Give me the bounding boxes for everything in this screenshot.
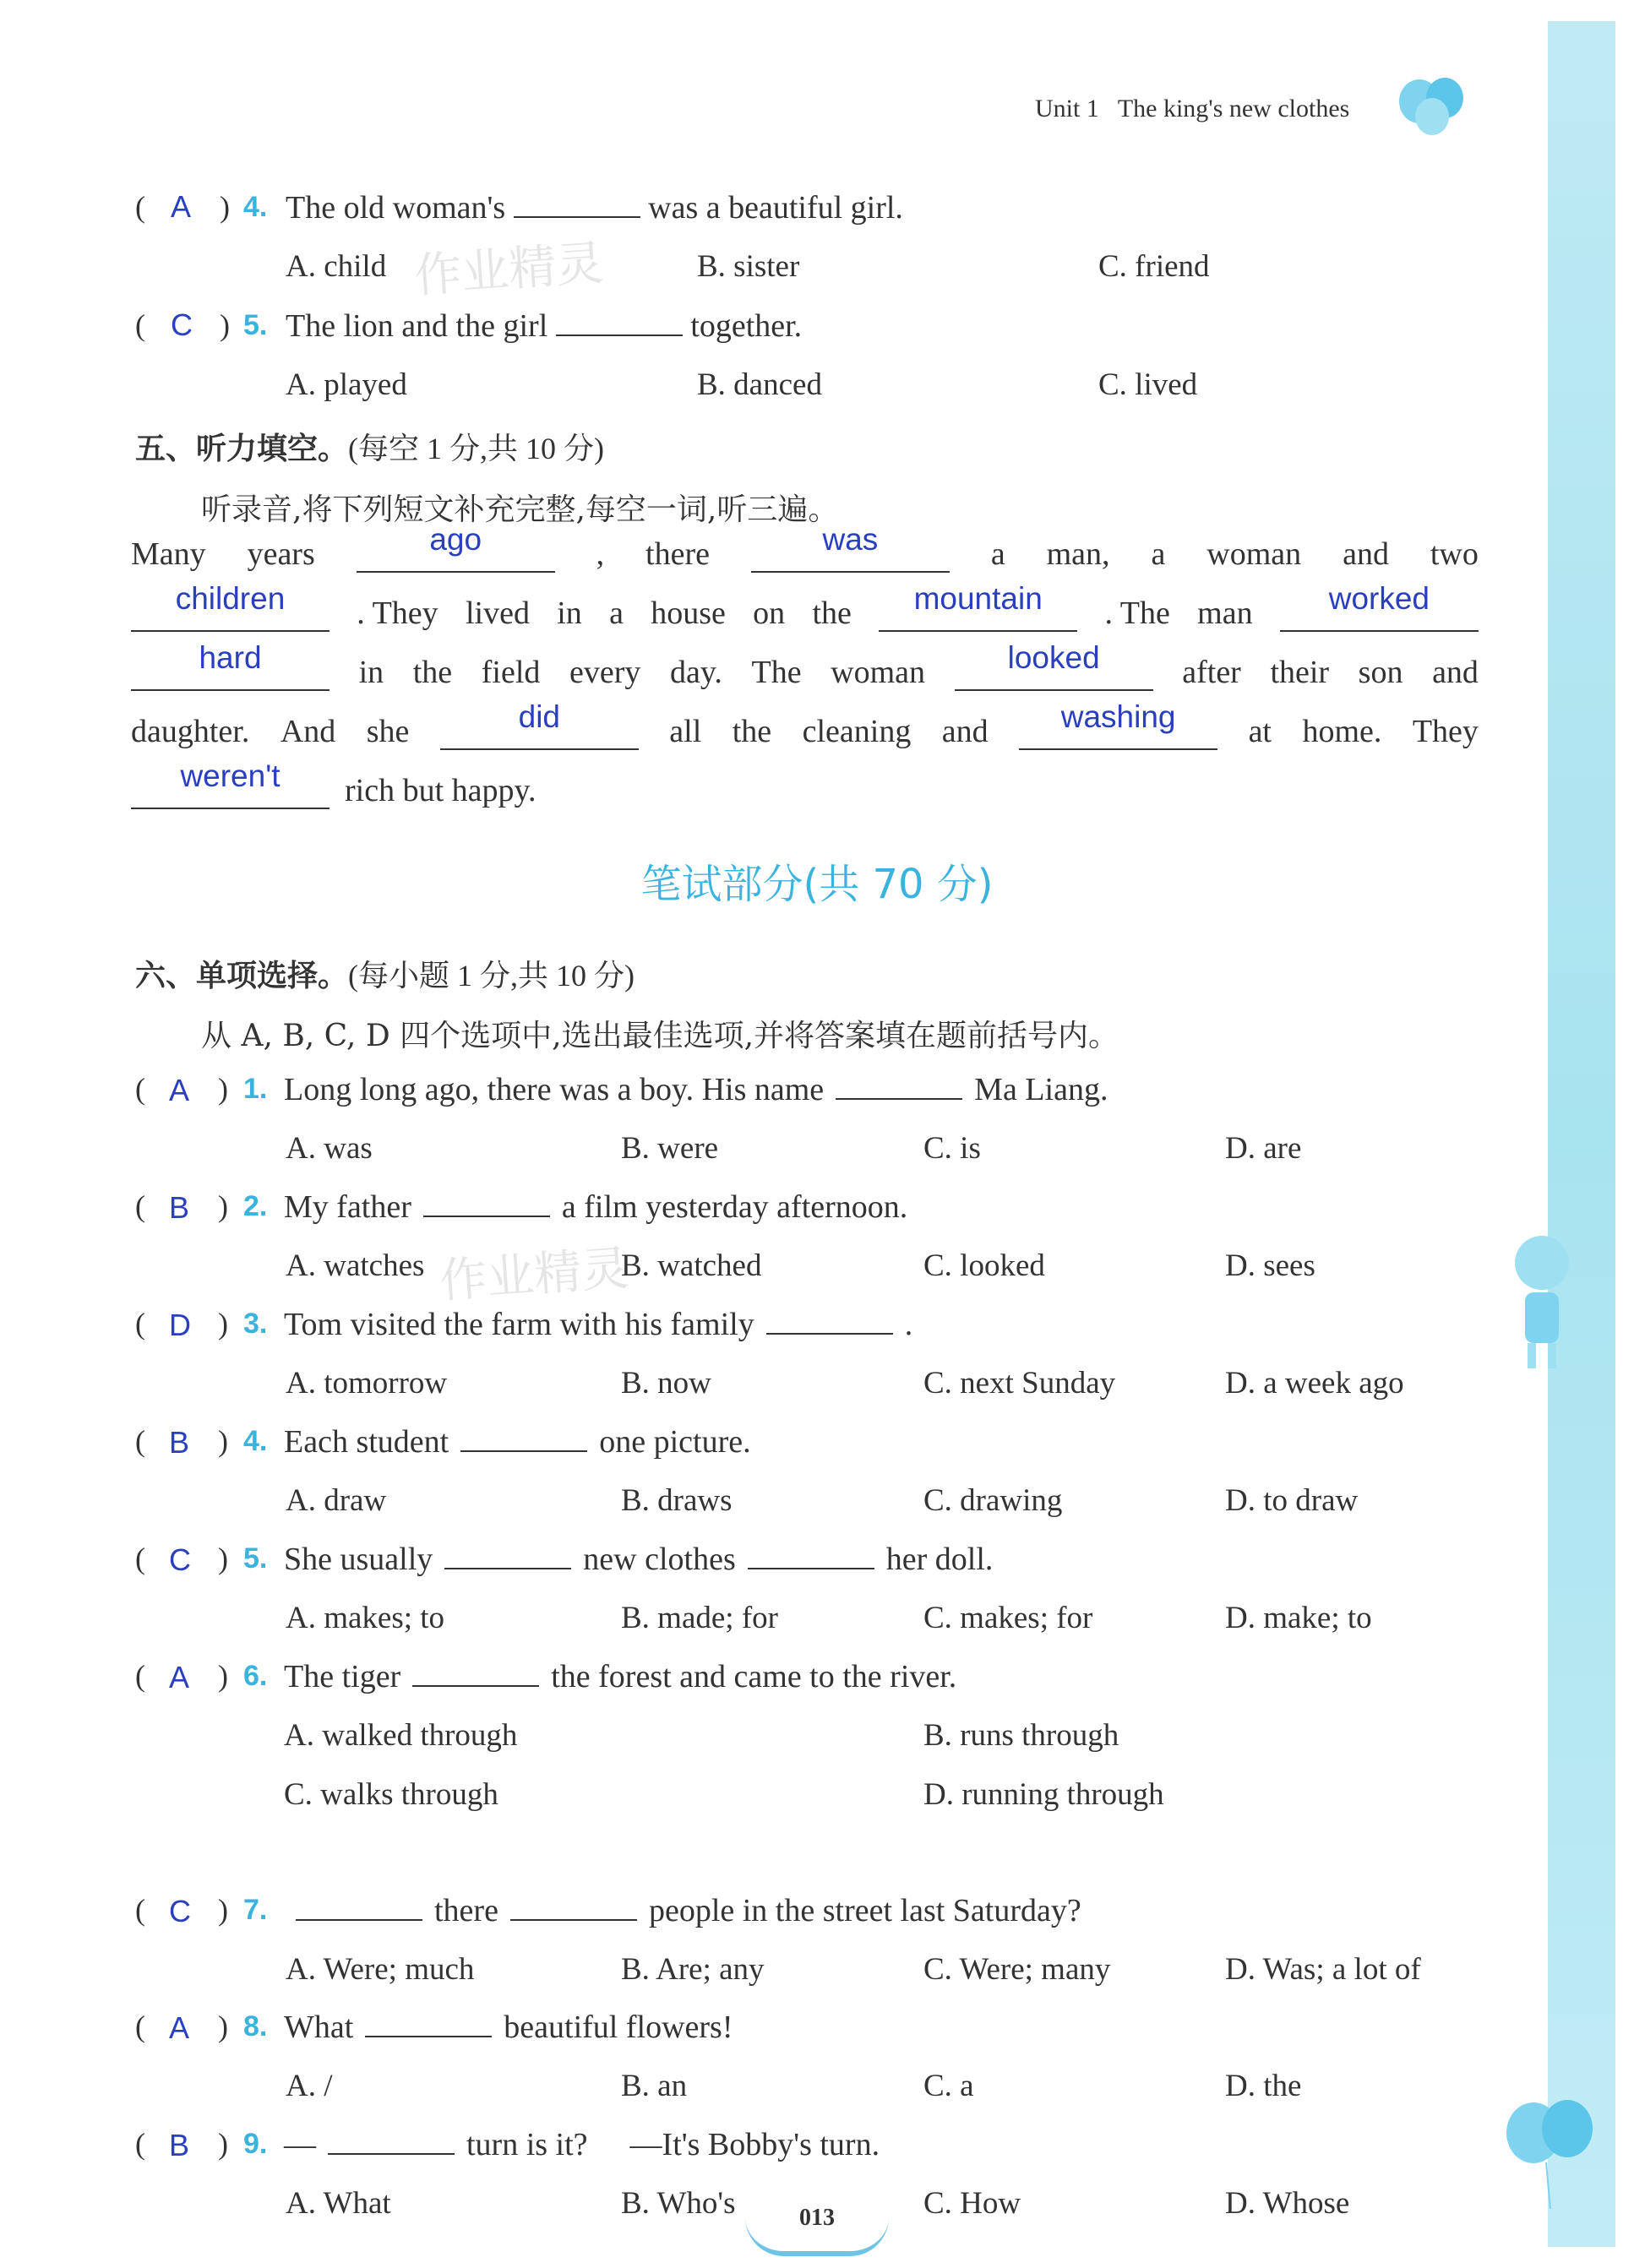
question-number: 5. bbox=[243, 1542, 268, 1575]
question-text-after: the forest and came to the river. bbox=[551, 1659, 957, 1694]
option-c: C. makes; for bbox=[923, 1601, 1093, 1635]
question-text: The old woman's bbox=[286, 190, 506, 226]
option-b: B. Are; any bbox=[621, 1952, 765, 1987]
fill-blank: mountain bbox=[879, 591, 1077, 632]
question-number: 1. bbox=[243, 1073, 268, 1105]
watermark: 作业精灵 bbox=[438, 1241, 631, 1309]
girl-illustration-icon bbox=[1504, 1225, 1580, 1377]
question-text-after: one picture. bbox=[599, 1424, 751, 1460]
option-c: C. looked bbox=[923, 1248, 1045, 1283]
fill-blank: looked bbox=[955, 650, 1153, 691]
question-number: 9. bbox=[243, 2128, 268, 2160]
option-d: D. are bbox=[1225, 1131, 1302, 1166]
header-title: The king's new clothes bbox=[1117, 95, 1350, 122]
question-text: The lion and the girl bbox=[286, 308, 548, 344]
option-d: D. a week ago bbox=[1225, 1366, 1404, 1401]
section6-instruction: 从 A, B, C, D 四个选项中,选出最佳选项,并将答案填在题前括号内。 bbox=[201, 1019, 1119, 1053]
part-title: 笔试部分(共 70 分) bbox=[640, 861, 994, 908]
answer-blank bbox=[296, 1918, 422, 1921]
section5-heading: 五、听力填空。(每空 1 分,共 10 分) bbox=[135, 432, 604, 466]
option-d: D. Was; a lot of bbox=[1225, 1952, 1421, 1987]
answer-mark: B bbox=[169, 2128, 190, 2162]
option-d: D. the bbox=[1225, 2069, 1302, 2103]
option-c: C. next Sunday bbox=[923, 1366, 1116, 1401]
option-c: C. walks through bbox=[284, 1777, 498, 1812]
answer-mark: A bbox=[169, 2010, 190, 2045]
page-header bbox=[1035, 95, 1349, 123]
option-c: C. lived bbox=[1098, 367, 1198, 402]
fill-blank: did bbox=[440, 710, 639, 750]
question-number: 3. bbox=[243, 1308, 268, 1340]
question-text-after: together. bbox=[690, 308, 803, 344]
option-b: B. an bbox=[621, 2069, 688, 2103]
question-text-after: her doll. bbox=[885, 1542, 994, 1577]
option-b: B. watched bbox=[621, 1248, 762, 1283]
option-b: B. draws bbox=[621, 1483, 733, 1518]
question-text: She usually bbox=[284, 1542, 433, 1577]
question-number: 8. bbox=[243, 2010, 268, 2042]
option-a: A. What bbox=[286, 2186, 391, 2221]
passage-line-5: weren't rich but happy. bbox=[131, 769, 1479, 809]
page-number: 013 bbox=[799, 2205, 835, 2231]
answer-blank bbox=[444, 1567, 571, 1569]
passage-line-3: hard in the field every day. The woman looked after their son and bbox=[131, 650, 1479, 691]
answer-blank bbox=[365, 2035, 492, 2037]
question-text-mid: there bbox=[434, 1893, 498, 1928]
section6-heading: 六、单项选择。(每小题 1 分,共 10 分) bbox=[135, 959, 635, 993]
option-d: D. sees bbox=[1225, 1248, 1315, 1283]
option-a: A. tomorrow bbox=[286, 1366, 448, 1401]
question-text: — bbox=[284, 2127, 316, 2162]
option-a: A. watches bbox=[286, 1248, 425, 1283]
option-b: B. were bbox=[621, 1131, 719, 1166]
answer-blank bbox=[423, 1215, 550, 1217]
fill-blank: children bbox=[131, 591, 330, 632]
passage-line-1: Many years ago , there was a man, a woman and two bbox=[131, 522, 1479, 572]
answer-blank bbox=[510, 1918, 637, 1921]
option-b: B. made; for bbox=[621, 1601, 778, 1635]
question-text-after: was a beautiful girl. bbox=[648, 190, 903, 226]
answer-blank bbox=[460, 1449, 587, 1452]
question-text: Long long ago, there was a boy. His name bbox=[284, 1072, 825, 1107]
option-a: A. child bbox=[286, 249, 387, 284]
question-number: 2. bbox=[243, 1190, 268, 1222]
answer-blank bbox=[412, 1684, 539, 1687]
answer-mark: A bbox=[171, 189, 192, 224]
question-text: My father bbox=[284, 1189, 411, 1225]
answer-blank bbox=[836, 1097, 962, 1100]
question-text-mid: new clothes bbox=[583, 1542, 736, 1577]
answer-blank bbox=[766, 1332, 893, 1335]
option-d: D. to draw bbox=[1225, 1483, 1359, 1518]
fill-blank: worked bbox=[1280, 591, 1479, 632]
page-number-ornament bbox=[745, 2217, 889, 2256]
option-d: D. running through bbox=[923, 1777, 1164, 1812]
fill-blank: ago bbox=[357, 532, 555, 573]
answer-mark: C bbox=[171, 307, 193, 342]
option-a: A. draw bbox=[286, 1483, 387, 1518]
option-b: B. danced bbox=[697, 367, 822, 402]
answer-mark: D bbox=[169, 1308, 191, 1342]
option-c: C. is bbox=[923, 1131, 981, 1166]
option-a: A. / bbox=[286, 2069, 333, 2103]
option-d: D. make; to bbox=[1225, 1601, 1372, 1635]
question-reply: —It's Bobby's turn. bbox=[629, 2127, 880, 2162]
question-text-after: Ma Liang. bbox=[974, 1072, 1108, 1107]
fill-blank: washing bbox=[1019, 710, 1217, 750]
answer-mark: C bbox=[169, 1542, 191, 1577]
option-b: B. runs through bbox=[923, 1718, 1119, 1753]
option-d: D. Whose bbox=[1225, 2186, 1350, 2221]
answer-blank bbox=[514, 215, 640, 218]
option-c: C. a bbox=[923, 2069, 974, 2103]
fill-blank: weren't bbox=[131, 769, 330, 809]
section5-points: (每空 1 分,共 10 分) bbox=[348, 432, 604, 465]
watermark: 作业精灵 bbox=[412, 236, 606, 304]
section6-points: (每小题 1 分,共 10 分) bbox=[348, 959, 635, 993]
question-text-after: turn is it? bbox=[466, 2127, 588, 2162]
question-number: 4. bbox=[243, 191, 268, 223]
passage-line-4: daughter. And she did all the cleaning and washing at home. They bbox=[131, 699, 1479, 749]
option-c: C. drawing bbox=[923, 1483, 1063, 1518]
answer-blank bbox=[748, 1567, 874, 1569]
question-number: 6. bbox=[243, 1660, 268, 1692]
question-text-after: . bbox=[904, 1307, 913, 1342]
balloon-icon bbox=[1386, 68, 1479, 144]
question-number: 7. bbox=[243, 1894, 268, 1926]
option-b: B. Who's bbox=[621, 2186, 736, 2221]
fill-blank: was bbox=[751, 532, 950, 573]
question-text-after: people in the street last Saturday? bbox=[648, 1893, 1081, 1928]
answer-mark: B bbox=[169, 1425, 190, 1460]
question-text: Tom visited the farm with his family bbox=[284, 1307, 754, 1342]
answer-mark: A bbox=[169, 1660, 190, 1694]
option-a: A. was bbox=[286, 1131, 373, 1166]
option-a: A. played bbox=[286, 367, 407, 402]
answer-blank bbox=[556, 334, 683, 336]
section5-instruction: 听录音,将下列短文补充完整,每空一词,听三遍。 bbox=[201, 492, 839, 527]
option-a: A. walked through bbox=[284, 1718, 518, 1753]
decorative-side-strip bbox=[1548, 21, 1615, 2247]
question-text: The tiger bbox=[284, 1659, 401, 1694]
question-text-after: a film yesterday afternoon. bbox=[561, 1189, 908, 1225]
fill-blank: hard bbox=[131, 650, 330, 691]
question-text: What bbox=[284, 2010, 354, 2045]
option-c: C. Were; many bbox=[923, 1952, 1111, 1987]
answer-blank bbox=[328, 2152, 455, 2155]
question-number: 4. bbox=[243, 1425, 268, 1457]
header-unit: Unit 1 bbox=[1035, 95, 1099, 122]
option-a: A. makes; to bbox=[286, 1601, 445, 1635]
answer-mark: C bbox=[169, 1894, 191, 1928]
option-a: A. Were; much bbox=[286, 1952, 475, 1987]
answer-mark: A bbox=[169, 1073, 190, 1107]
balloon-icon bbox=[1495, 2086, 1605, 2213]
option-b: B. now bbox=[621, 1366, 711, 1401]
option-b: B. sister bbox=[697, 249, 800, 284]
option-c: C. How bbox=[923, 2186, 1021, 2221]
question-number: 5. bbox=[243, 309, 268, 341]
answer-mark: B bbox=[169, 1190, 190, 1225]
question-text: Each student bbox=[284, 1424, 449, 1460]
option-c: C. friend bbox=[1098, 249, 1210, 284]
passage-line-2: children . They lived in a house on the mountain . The man worked bbox=[131, 591, 1479, 632]
question-text-after: beautiful flowers! bbox=[504, 2010, 733, 2045]
